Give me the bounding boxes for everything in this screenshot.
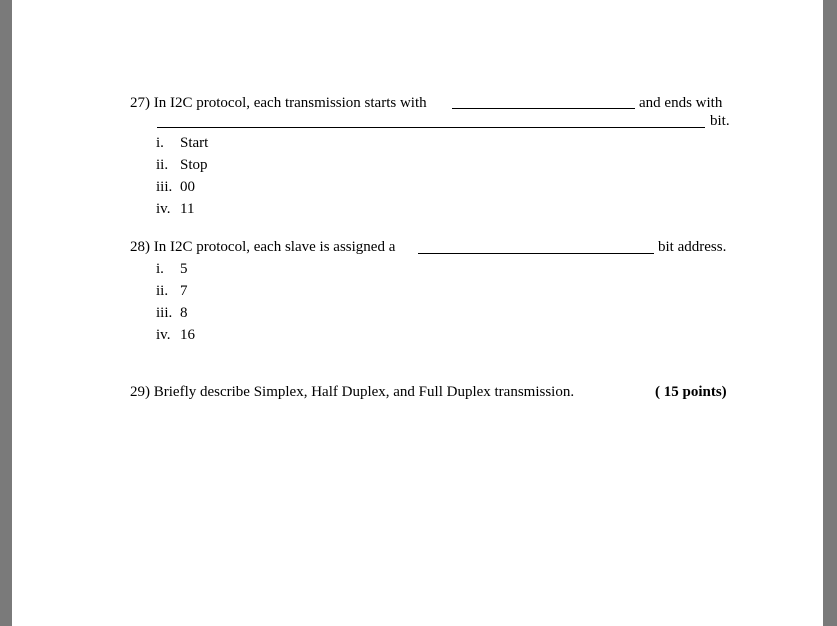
option-number: iii. — [156, 305, 173, 321]
question-29-points: ( 15 points) — [655, 384, 727, 400]
question-27-text-after: and ends with — [639, 95, 723, 111]
option-label: 5 — [180, 261, 188, 277]
option-number: iv. — [156, 327, 171, 343]
question-29 — [130, 383, 574, 401]
question-27-option-4 — [156, 200, 194, 218]
option-label: 11 — [180, 201, 195, 217]
option-number: i. — [156, 261, 164, 277]
question-28-text: In I2C protocol, each slave is assigned a — [153, 239, 396, 255]
question-28-text-after: bit address. — [658, 239, 727, 255]
option-label: 8 — [180, 305, 188, 321]
option-label: Stop — [180, 157, 208, 173]
question-28-option-2 — [156, 282, 188, 300]
question-27-option-2 — [156, 156, 208, 174]
option-label: 16 — [180, 327, 195, 343]
question-27-blank-1 — [452, 108, 635, 109]
question-27 — [130, 94, 427, 112]
question-28-blank — [418, 253, 654, 254]
option-number: ii. — [156, 157, 169, 173]
question-29-number: 29) — [130, 384, 150, 400]
document-page — [12, 0, 823, 626]
question-28-option-1 — [156, 260, 188, 278]
question-27-blank-2 — [157, 127, 705, 128]
option-label: 00 — [180, 179, 195, 195]
question-28-option-3 — [156, 304, 188, 322]
question-28-number: 28) — [130, 239, 150, 255]
question-27-option-1 — [156, 134, 208, 152]
option-number: iii. — [156, 179, 173, 195]
question-28-option-4 — [156, 326, 195, 344]
option-number: ii. — [156, 283, 169, 299]
question-27-number: 27) — [130, 95, 150, 111]
question-27-text-end: bit. — [710, 113, 730, 129]
question-29-text: Briefly describe Simplex, Half Duplex, and Full Duplex transmission. — [153, 384, 575, 400]
option-number: iv. — [156, 201, 171, 217]
question-28 — [130, 238, 395, 256]
option-number: i. — [156, 135, 164, 151]
question-27-option-3 — [156, 178, 195, 196]
question-27-text: In I2C protocol, each transmission starts with — [153, 95, 427, 111]
option-label: 7 — [180, 283, 188, 299]
option-label: Start — [180, 135, 209, 151]
